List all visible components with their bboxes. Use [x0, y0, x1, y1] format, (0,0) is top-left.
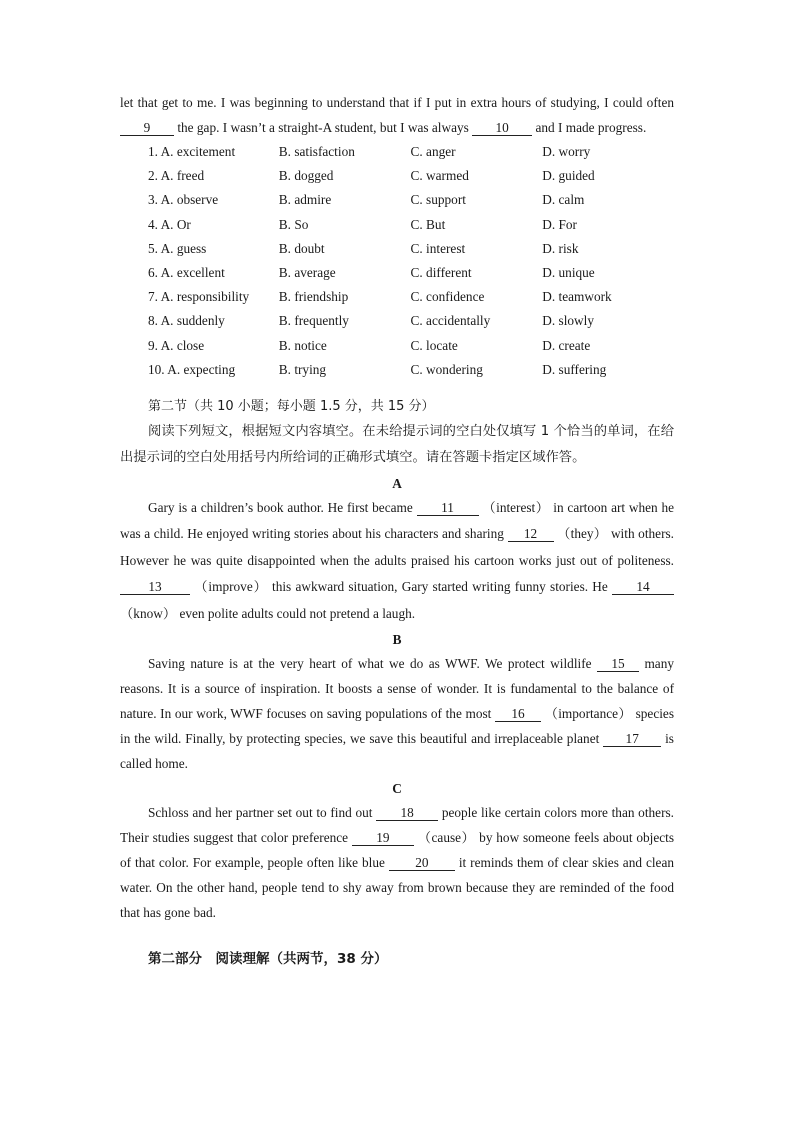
blank-19: 19 [352, 830, 414, 846]
option-b: B. frequently [278, 313, 349, 329]
passage-c-text: people like certain colors more than others. Their studies suggest that color preference [120, 805, 675, 846]
option-row [120, 285, 674, 309]
hint-16: （importance） [544, 706, 632, 722]
hint-13: （improve） [194, 579, 268, 595]
option-row [120, 140, 674, 164]
option-c: C. anger [410, 144, 456, 160]
hint-12: （they） [557, 526, 608, 542]
passage-a-label: A [392, 475, 402, 491]
passage-a-text: this awkward situation, Gary started writing funny stories. He [272, 579, 608, 595]
option-d: D. unique [542, 265, 595, 281]
blank-12: 12 [508, 526, 554, 542]
option-d: D. For [542, 216, 577, 232]
option-c: C. different [410, 265, 472, 281]
option-row [120, 188, 674, 212]
option-row [120, 358, 674, 382]
passage-c-text: by how someone feels about objects of that color. For example, people often like blue [120, 830, 675, 871]
option-a: 10. A. expecting [148, 361, 236, 377]
option-a: 1. A. excitement [148, 144, 236, 160]
page-content [120, 90, 674, 967]
passage-b-text: is called home. [120, 731, 674, 772]
hint-11: （interest） [482, 499, 550, 515]
section-2-title: 第二节（共 10 小题；每小题 1.5 分，共 15 分） [148, 398, 435, 414]
option-d: D. worry [542, 144, 591, 160]
option-b: B. So [278, 216, 309, 232]
option-b: B. friendship [278, 289, 349, 305]
option-a: 4. A. Or [148, 216, 191, 232]
passage-c [120, 800, 674, 925]
intro-text-3: progress. [597, 120, 647, 135]
hint-14: （know） [120, 605, 177, 621]
option-c: C. locate [410, 337, 458, 353]
blank-20: 20 [389, 855, 455, 871]
intro-paragraph [120, 90, 674, 140]
blank-15: 15 [597, 656, 639, 672]
passage-c-text: it reminds them of clear skies and clean water. On the other hand, people tend to shy away from brown because they are reminded of the food that has gone bad. [120, 855, 674, 921]
option-row [120, 309, 674, 333]
option-a: 7. A. responsibility [148, 289, 250, 305]
intro-line-1: let that get to me. I was beginning to understand that if I put in extra hours of studying, I could [120, 95, 643, 110]
passage-b-text: many reasons. It is a source of inspiration. It boosts a sense of wonder. It is fundamental to the balance of nature. In our work, WWF focuses on saving populations of the most [120, 656, 674, 722]
passage-c-label: C [392, 781, 402, 797]
passage-b-label: B [392, 632, 402, 648]
option-b: B. trying [278, 361, 327, 377]
blank-11: 11 [417, 500, 479, 516]
option-c: C. support [410, 192, 466, 208]
section-2-instructions: 阅读下列短文，根据短文内容填空。在未给提示词的空白处仅填写 1 个恰当的单词，在给出提示词的空白处用括号内所给词的正确形式填空。请在答题卡指定区域作答。 [120, 423, 674, 465]
blank-16: 16 [495, 706, 541, 722]
blank-9: 9 [120, 120, 174, 136]
option-c: C. But [410, 216, 446, 232]
option-a: 9. A. close [148, 337, 205, 353]
option-row [120, 261, 674, 285]
option-d: D. risk [542, 240, 579, 256]
option-row [120, 213, 674, 237]
option-d: D. teamwork [542, 289, 612, 305]
option-b: B. notice [278, 337, 327, 353]
option-d: D. calm [542, 192, 585, 208]
option-d: D. suffering [542, 361, 607, 377]
passage-a-text: with others. However he was quite disappointed when the adults praised his cartoon works just out of politeness. [120, 526, 674, 568]
option-c: C. interest [410, 240, 466, 256]
option-c: C. accidentally [410, 313, 491, 329]
option-row [120, 237, 674, 261]
hint-19: （cause） [417, 830, 476, 846]
option-b: B. satisfaction [278, 144, 355, 160]
passage-a-text: in cartoon art when he was a child. He enjoyed writing stories about his characters and sharing [120, 499, 675, 542]
option-a: 6. A. excellent [148, 265, 225, 281]
intro-text-2b: the gap. I wasn’t a straight-A student, but I was always [177, 120, 469, 135]
passage-c-text: Schloss and her partner set out to find out [148, 805, 373, 821]
option-a: 3. A. observe [148, 192, 219, 208]
option-b: B. admire [278, 192, 332, 208]
option-c: C. wondering [410, 361, 483, 377]
option-row [120, 164, 674, 188]
passage-b-text: species in the wild. Finally, by protecting species, we save this beautiful and irreplaceable planet [120, 706, 675, 747]
passage-b-text: Saving nature is at the very heart of what we do as WWF. We protect wildlife [148, 656, 592, 672]
option-row [120, 334, 674, 358]
blank-13: 13 [120, 579, 190, 595]
option-c: C. warmed [410, 168, 469, 184]
intro-text-2c: and I made [535, 120, 595, 135]
intro-text-2a: often [646, 95, 674, 110]
option-c: C. confidence [410, 289, 485, 305]
option-b: B. dogged [278, 168, 334, 184]
option-d: D. create [542, 337, 591, 353]
part-2-title: 第二部分 阅读理解（共两节，38 分） [148, 951, 388, 968]
passage-a-text: Gary is a children’s book author. He first became [148, 499, 413, 515]
blank-10: 10 [472, 120, 532, 136]
option-a: 5. A. guess [148, 240, 207, 256]
option-b: B. doubt [278, 240, 325, 256]
blank-17: 17 [603, 731, 661, 747]
blank-14: 14 [612, 579, 674, 595]
passage-a-text: even polite adults could not pretend a laugh. [179, 605, 416, 621]
passage-a [120, 495, 674, 628]
option-d: D. guided [542, 168, 595, 184]
option-b: B. average [278, 265, 336, 281]
options-table [120, 140, 674, 382]
option-a: 2. A. freed [148, 168, 205, 184]
option-a: 8. A. suddenly [148, 313, 225, 329]
passage-b [120, 651, 674, 776]
option-d: D. slowly [542, 313, 594, 329]
blank-18: 18 [376, 805, 438, 821]
